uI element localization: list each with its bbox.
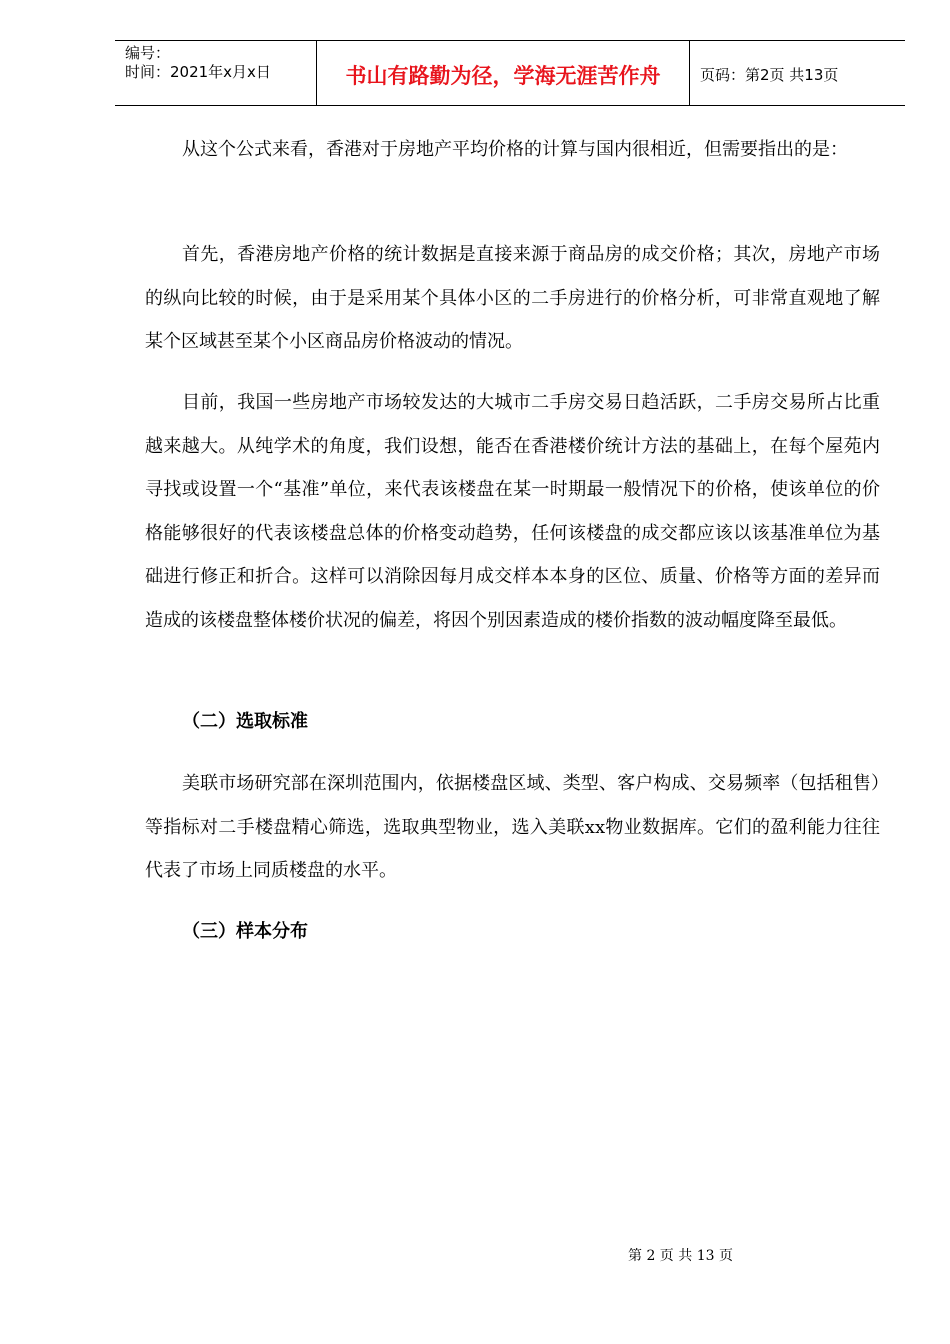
page-footer-number: 第 2 页 共 13 页 <box>628 1248 733 1264</box>
paragraph-benchmark-unit: 目前，我国一些房地产市场较发达的大城市二手房交易日趋活跃，二手房交易所占比重越来越大。从纯学术的角度，我们设想，能否在香港楼价统计方法的基础上，在每个屋苑内寻找或设置一个“基准”单位，来代表该楼盘在某一时期最一般情况下的价格，使该单位的价格能够很好的代表该楼盘总体的价格变动趋势，任何该楼盘的成交都应该以该基准单位为基础进行修正和折合。这样可以消除因每月成交样本本身的区位、质量、价格等方面的差异而造成的该楼盘整体楼价状况的偏差，将因个别因素造成的楼价指数的波动幅度降至最低。 <box>145 392 880 631</box>
page-header <box>115 40 905 106</box>
paragraph-hk-data-source: 首先，香港房地产价格的统计数据是直接来源于商品房的成交价格；其次，房地产市场的纵向比较的时候，由于是采用某个具体小区的二手房进行的价格分析，可非常直观地了解某个区域甚至某个小区商品房价格波动的情况。 <box>145 244 880 353</box>
header-meta-cell <box>115 41 316 105</box>
header-page-info: 页码：第2页 共13页 <box>700 66 839 84</box>
header-motto-cell <box>316 41 690 105</box>
serial-number-label: 编号： <box>125 44 171 62</box>
header-page-cell <box>690 41 905 105</box>
date-label: 时间：2021年x月x日 <box>125 63 271 81</box>
section-heading-selection-criteria: （二）选取标准 <box>182 711 308 732</box>
paragraph-selection-criteria: 美联市场研究部在深圳范围内，依据楼盘区域、类型、客户构成、交易频率（包括租售）等指标对二手楼盘精心筛选，选取典型物业，选入美联xx物业数据库。它们的盈利能力往往代表了市场上同质楼盘的水平。 <box>145 773 880 882</box>
paragraph-formula-note: 从这个公式来看，香港对于房地产平均价格的计算与国内很相近，但需要指出的是： <box>182 139 848 160</box>
section-heading-sample-distribution: （三）样本分布 <box>182 921 308 942</box>
motto-text: 书山有路勤为径，学海无涯苦作舟 <box>345 64 661 88</box>
